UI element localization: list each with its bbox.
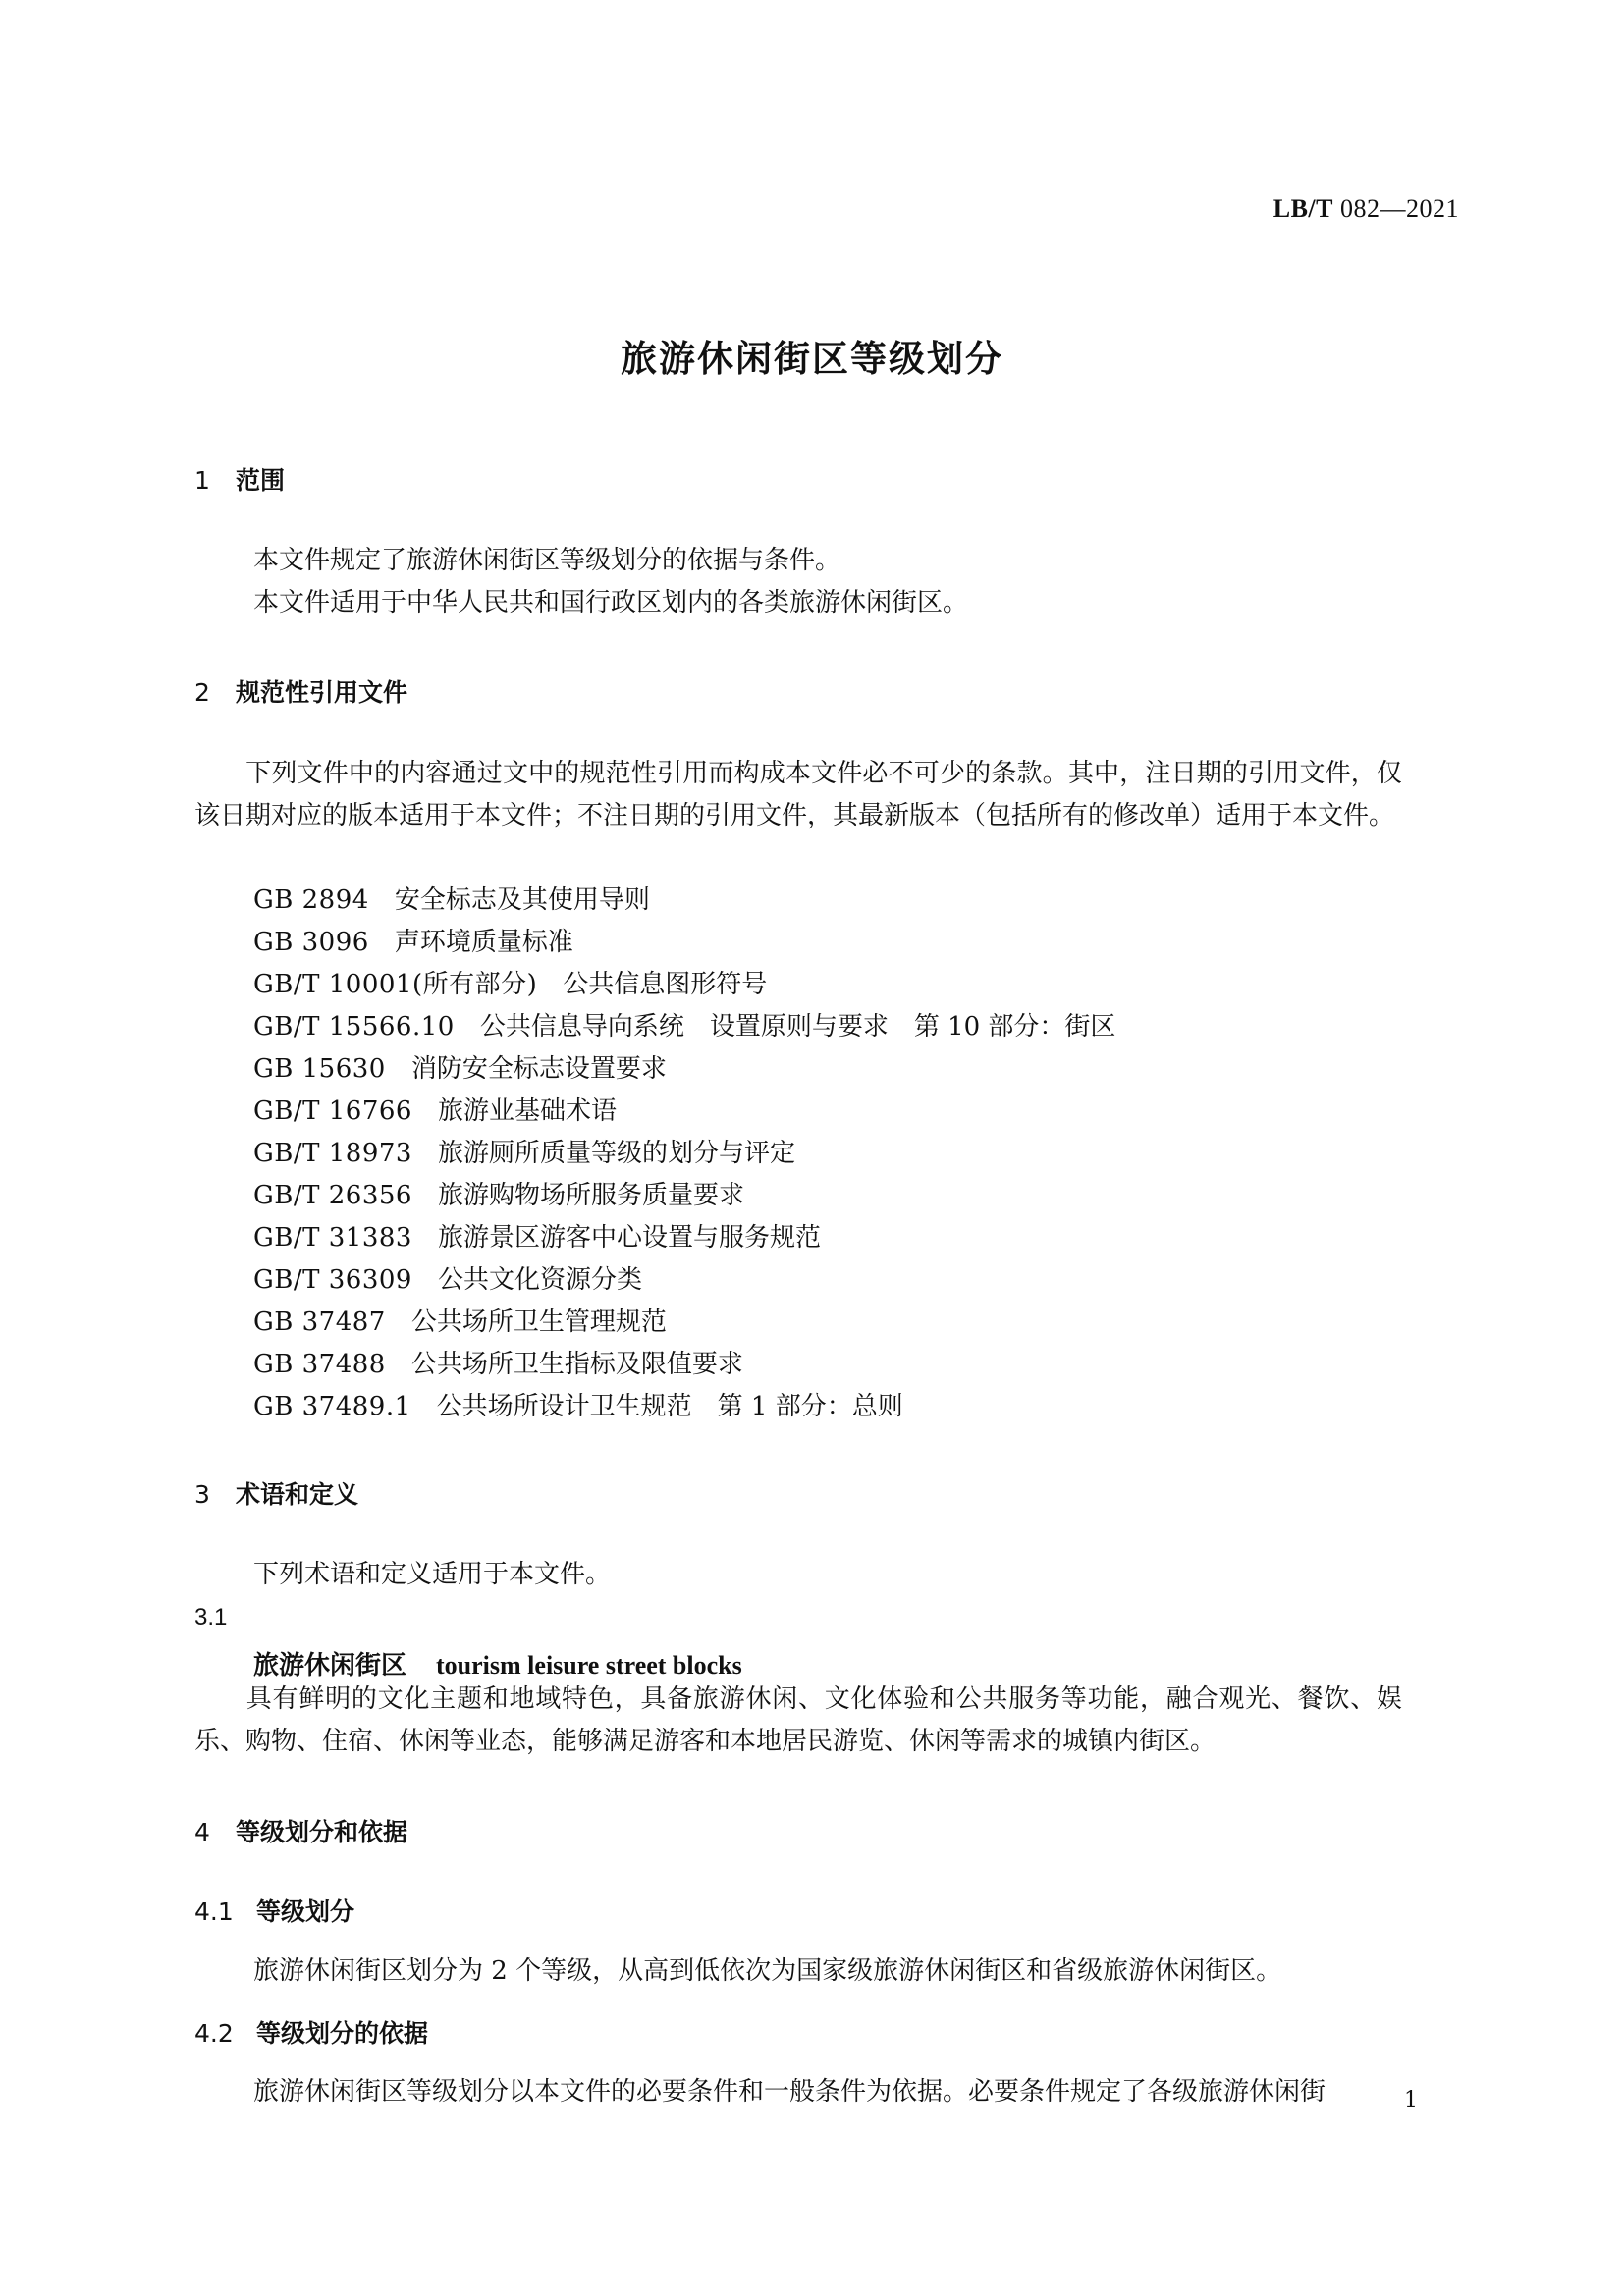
reference-code: GB 37488 (253, 1350, 386, 1379)
reference-code: GB/T 16766 (253, 1096, 412, 1126)
subsection-4-2-heading (194, 2014, 428, 2050)
section-number: 2 (194, 678, 210, 707)
reference-title: 旅游购物场所服务质量要求 (437, 1181, 744, 1210)
reference-code: GB 3096 (253, 928, 369, 957)
reference-title: 公共场所卫生管理规范 (410, 1308, 667, 1337)
standard-code-prefix: LB/T (1272, 194, 1333, 223)
terms-intro: 下列术语和定义适用于本文件。 (253, 1560, 612, 1589)
grade-basis-text: 旅游休闲街区等级划分以本文件的必要条件和一般条件为依据。必要条件规定了各级旅游休闲街 (253, 2077, 1326, 2107)
reference-title: 旅游业基础术语 (437, 1096, 617, 1126)
section-3-heading (194, 1475, 358, 1511)
standard-code-number: 082—2021 (1340, 194, 1459, 223)
section-number: 3 (194, 1480, 210, 1509)
reference-item (253, 880, 1115, 922)
section-title: 规范性引用文件 (236, 678, 408, 707)
reference-code: GB/T 18973 (253, 1139, 412, 1168)
term-english: tourism leisure street blocks (436, 1651, 742, 1680)
subsection-4-1-heading (194, 1893, 354, 1928)
reference-title: 公共信息图形符号 (563, 970, 768, 999)
reference-code: GB 37487 (253, 1308, 386, 1337)
section-title: 范围 (236, 466, 286, 495)
reference-title: 公共场所设计卫生规范 第 1 部分：总则 (436, 1392, 903, 1421)
term-entry (253, 1645, 742, 1682)
section-number: 4 (194, 1818, 210, 1846)
reference-code: GB/T 31383 (253, 1223, 412, 1253)
reference-code: GB 37489.1 (253, 1392, 411, 1421)
reference-item (253, 1175, 1115, 1217)
references-intro-text: 下列文件中的内容通过文中的规范性引用而构成本文件必不可少的条款。其中，注日期的引用文件，仅该日期对应的版本适用于本文件；不注日期的引用文件，其最新版本（包括所有的修改单）适用于本文件。 (194, 759, 1402, 830)
term-chinese: 旅游休闲街区 (253, 1651, 407, 1681)
reference-item (253, 1386, 1115, 1428)
section-title: 术语和定义 (236, 1480, 359, 1509)
reference-code: GB/T 26356 (253, 1181, 412, 1210)
term-definition-text: 具有鲜明的文化主题和地域特色，具备旅游休闲、文化体验和公共服务等功能，融合观光、餐饮、娱乐、购物、住宿、休闲等业态，能够满足游客和本地居民游览、休闲等需求的城镇内街区。 (194, 1684, 1402, 1756)
reference-title: 消防安全标志设置要求 (410, 1054, 667, 1084)
reference-title: 安全标志及其使用导则 (394, 885, 650, 915)
subsection-number: 4.2 (194, 2019, 234, 2048)
reference-item (253, 1006, 1115, 1048)
reference-code: GB/T 10001(所有部分) (253, 970, 538, 999)
reference-list (253, 880, 1115, 1428)
reference-title: 旅游厕所质量等级的划分与评定 (437, 1139, 795, 1168)
term-number: 3.1 (194, 1604, 228, 1630)
reference-item (253, 922, 1115, 964)
references-intro (194, 753, 1402, 837)
section-1-heading (194, 461, 285, 497)
reference-title: 声环境质量标准 (394, 928, 573, 957)
reference-item (253, 1133, 1115, 1175)
scope-paragraph-1: 本文件规定了旅游休闲街区等级划分的依据与条件。 (253, 546, 841, 575)
scope-paragraph-2: 本文件适用于中华人民共和国行政区划内的各类旅游休闲街区。 (253, 588, 969, 617)
reference-code: GB 15630 (253, 1054, 386, 1084)
section-4-heading (194, 1813, 407, 1848)
reference-item (253, 964, 1115, 1006)
reference-title: 公共信息导向系统 设置原则与要求 第 10 部分：街区 (479, 1012, 1116, 1041)
reference-item (253, 1344, 1115, 1386)
standard-code (1273, 194, 1459, 224)
subsection-title: 等级划分的依据 (256, 2019, 429, 2048)
reference-code: GB 2894 (253, 885, 369, 915)
section-title: 等级划分和依据 (236, 1818, 408, 1846)
section-number: 1 (194, 466, 210, 495)
subsection-title: 等级划分 (256, 1897, 355, 1926)
document-title: 旅游休闲街区等级划分 (621, 338, 1003, 380)
reference-code: GB/T 15566.10 (253, 1012, 455, 1041)
reference-title: 公共场所卫生指标及限值要求 (410, 1350, 743, 1379)
reference-item (253, 1302, 1115, 1344)
reference-item (253, 1048, 1115, 1091)
section-2-heading (194, 673, 407, 709)
reference-title: 公共文化资源分类 (437, 1265, 642, 1295)
page-number: 1 (1404, 2088, 1418, 2112)
reference-code: GB/T 36309 (253, 1265, 412, 1295)
reference-title: 旅游景区游客中心设置与服务规范 (437, 1223, 821, 1253)
term-definition (194, 1679, 1402, 1763)
grade-division-text: 旅游休闲街区划分为 2 个等级，从高到低依次为国家级旅游休闲街区和省级旅游休闲街区。 (253, 1956, 1282, 1986)
reference-item (253, 1091, 1115, 1133)
reference-item (253, 1217, 1115, 1259)
subsection-number: 4.1 (194, 1897, 234, 1926)
reference-item (253, 1259, 1115, 1302)
